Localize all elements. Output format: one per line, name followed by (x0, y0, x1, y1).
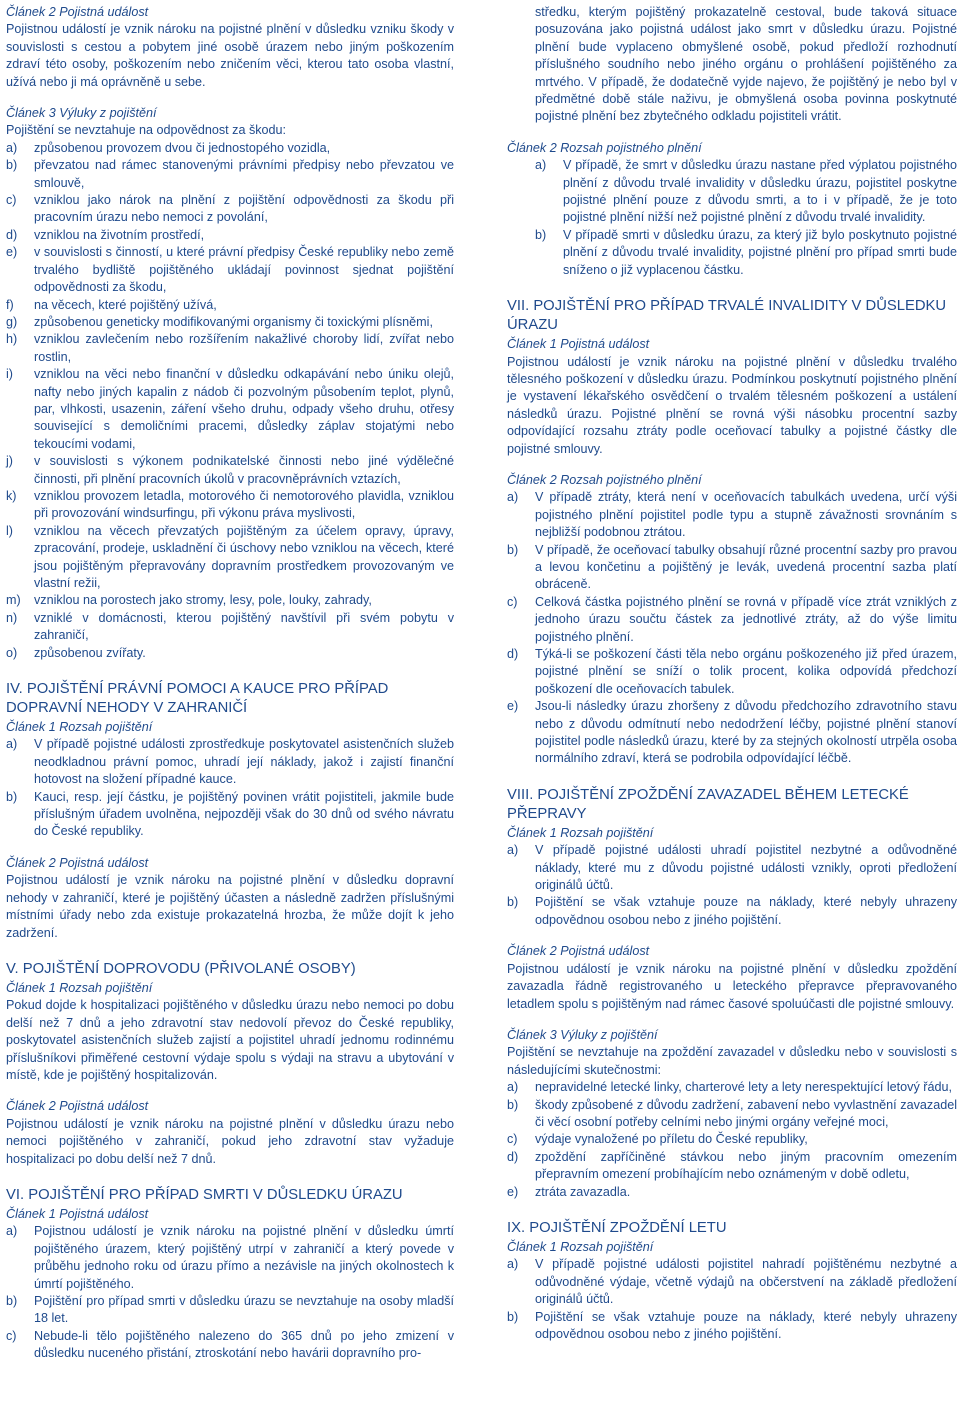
article-text: Pojistnou událostí je vznik nároku na pojistné plnění v důsledku vzniku škody v souvislosti s cestou a pobytem jiné osobě úrazem nebo jiným poškozením zdraví této osoby, poškozením nebo zničením věci, kterou tato osoba vlastní, užívá nebo ji má oprávněně u sebe. (6, 22, 454, 89)
list-item-text: nepravidelné letecké linky, charterové lety a lety nerespektující letový řádu, (535, 1080, 952, 1095)
list-item (507, 1131, 957, 1148)
exclusions-list (6, 140, 454, 662)
list-item-text: vzniklou provozem letadla, motorového či nemotorového plavidla, vzniklou při provozování windsurfingu, při výkonu práva myslivosti, (34, 488, 454, 521)
list-item (6, 366, 454, 453)
article-title: Článek 2 Pojistná událost (6, 855, 149, 870)
section-title: VII. POJIŠTĚNÍ PRO PŘÍPAD TRVALÉ INVALIDITY V DŮSLEDKU ÚRAZU (507, 298, 947, 334)
list-item-text: V případě smrti v důsledku úrazu, za který již bylo poskytnuto pojistné plnění z důvodu trvalé invalidity, pojistné plnění pro případ smrti bude sníženo o již vyplacenou částku. (563, 227, 957, 277)
list-marker: j) (6, 454, 13, 469)
article-title: Článek 1 Pojistná událost (6, 1206, 149, 1221)
list-item (507, 1309, 957, 1344)
items-list (507, 842, 957, 929)
items-list (507, 1079, 957, 1201)
article (507, 1239, 957, 1343)
list-item (507, 842, 957, 894)
list-item (6, 789, 454, 841)
list-marker: h) (6, 332, 18, 347)
list-marker: d) (507, 647, 519, 661)
article-title: Článek 1 Rozsah pojištění (507, 825, 654, 840)
list-item-text: na věcech, které pojištěný užívá, (34, 297, 217, 312)
list-item (507, 489, 957, 541)
list-marker: d) (507, 1149, 519, 1164)
list-marker: n) (6, 610, 18, 625)
list-marker: d) (6, 227, 18, 242)
list-item-text: V případě pojistné události zprostředkuje poskytovatel asistenčních služeb neodkladnou právní pomoc, uhradí její náklady, jakož i zajistí finanční hotovost na složení případné kauce. (34, 737, 454, 787)
list-item (6, 736, 454, 788)
list-item-text: zpoždění zapříčiněné stávkou nebo jiným pracovním omezením přepravním omezení probíhajícím nebo oznámeným v době odletu, (535, 1149, 957, 1182)
article (507, 1027, 957, 1201)
items-list (507, 157, 957, 279)
list-item (507, 1079, 957, 1096)
list-marker: a) (507, 1257, 519, 1272)
list-item (6, 610, 454, 645)
list-marker: a) (507, 1080, 519, 1095)
list-item (6, 244, 454, 296)
list-item-text: Pojištění se však vztahuje pouze na náklady, které nebyly uhrazeny odpovědnou osobou nebo z jiného pojištění. (535, 1309, 957, 1341)
article-exclusions (6, 105, 454, 662)
list-item (6, 592, 454, 609)
list-item-text: v souvislosti s výkonem podnikatelské činnosti nebo jiné výdělečné činnosti, při plnění pracovních úkolů v pracovněprávních vztazích, (34, 454, 454, 486)
left-column (6, 4, 454, 1363)
list-item-text: vzniklou na životním prostředí, (34, 227, 205, 242)
list-item-text: vzniklou jako nárok na plnění z pojištění odpovědnosti za škodu při pracovním úrazu nebo nemoci z povolání, (34, 193, 454, 225)
list-item (6, 227, 454, 244)
list-marker: o) (6, 645, 18, 660)
article (507, 140, 957, 279)
list-marker: b) (507, 1097, 519, 1112)
article-title: Článek 3 Výluky z pojištění (507, 1027, 658, 1042)
article-title: Článek 2 Rozsah pojistného plnění (507, 140, 702, 155)
article-lead: Pojištění se nevztahuje na odpovědnost za škodu: (6, 123, 287, 138)
article-title: Článek 2 Pojistná událost (6, 1099, 149, 1114)
list-item-text: ztráta zavazadla. (535, 1184, 631, 1199)
list-item (507, 594, 957, 646)
article-title: Článek 2 Rozsah pojistného plnění (507, 472, 702, 487)
article-title: Článek 1 Pojistná událost (507, 337, 650, 352)
list-item (507, 1149, 957, 1184)
article (507, 943, 957, 1013)
article-title: Článek 1 Rozsah pojištění (6, 980, 153, 995)
list-item (6, 645, 454, 662)
right-column (507, 4, 957, 1343)
list-item-text: výdaje vynaložené po příletu do České republiky, (535, 1132, 808, 1147)
article-title: Článek 3 Výluky z pojištění (6, 106, 157, 121)
article-title: Článek 1 Rozsah pojištění (6, 720, 153, 735)
list-item (6, 192, 454, 227)
article (6, 1098, 454, 1168)
list-item (6, 1328, 454, 1363)
list-marker: b) (507, 895, 519, 910)
list-item (6, 1223, 454, 1293)
list-marker: b) (6, 789, 18, 804)
list-item-text: vzniklé v domácnosti, kterou pojištěný navštívil při svém pobytu v zahraničí, (34, 610, 454, 643)
list-marker: a) (507, 490, 519, 505)
section-title: IV. POJIŠTĚNÍ PRÁVNÍ POMOCI A KAUCE PRO PŘÍPAD DOPRAVNÍ NEHODY V ZAHRANIČÍ (6, 681, 389, 717)
list-item (507, 646, 957, 698)
list-item (507, 1184, 957, 1201)
list-marker: b) (6, 1294, 18, 1308)
list-item-text: V případě, že oceňovací tabulky obsahují různé procentní sazby pro pravou a levou končetinu a pojištěný je levák, uvedená procentní sazba platí obráceně. (535, 542, 957, 592)
list-item (6, 157, 454, 192)
list-item (507, 894, 957, 929)
article (6, 719, 454, 841)
list-item-text: Pojistnou událostí je vznik nároku na pojistné plnění v důsledku úmrtí pojištěného úrazem, který pojištěný utrpí v zahraničí a který povede v průběhu jednoho roku od úrazu přímo a nezávisle na jiných okolnostech k úmrtí pojištěného. (34, 1224, 454, 1291)
list-item-text: vzniklou na věci nebo finanční v důsledku odkapávání nebo úniku olejů, nafty nebo jiných kapalin z nádob či pozvolným působením teplot, plynů, par, vlhkosti, usazenin, záření všeho druhu, odpady všeho druhu, otřesy související s demoličními pracemi, důsledky záplav stojatými nebo tekoucími vodami, (34, 367, 454, 451)
list-marker: a) (6, 737, 18, 752)
article (507, 825, 957, 929)
list-item-text: Celková částka pojistného plnění se rovná v případě více ztrát vzniklých z jednoho úrazu součtu částek za jednotlivé ztráty, až do výše limitu pojistného plnění. (535, 594, 957, 644)
list-marker: k) (6, 488, 17, 503)
list-item (6, 488, 454, 523)
list-item-text: způsobenou geneticky modifikovanými organismy či toxickými plísněmi, (34, 314, 433, 329)
list-item-text: V případě pojistné události uhradí pojistitel nezbytné a odůvodněné náklady, které mu z důvodu pojistné události vznikly, oproti předložení originálů účtů. (535, 843, 957, 893)
article-title: Článek 2 Pojistná událost (507, 944, 650, 959)
list-item (6, 523, 454, 593)
article-title: Článek 1 Rozsah pojištění (507, 1239, 654, 1254)
list-item-text: v souvislosti s činností, u které právní předpisy České republiky nebo země trvalého bydliště pojištěného ukládají povinnost sjednat pojištění odpovědnosti za škodu, (34, 245, 454, 295)
list-item (6, 297, 454, 314)
list-item (507, 698, 957, 768)
article-title: Článek 2 Pojistná událost (6, 5, 149, 19)
list-item-text: vzniklou na věcech převzatých pojištěným za účelem opravy, úpravy, zpracování, prodeje, uskladnění či úschovy nebo vzniklou na věcech, které jsou pojištěným přepravovány dopravním prostředkem provozovaným ve vlastní režii, (34, 523, 454, 590)
list-item-text: vzniklou na porostech jako stromy, lesy, pole, louky, zahrady, (34, 593, 372, 608)
list-item-text: V případě ztráty, která není v oceňovacích tabulkách uvedena, určí výši pojistného plnění pojistitel podle typu a stupně závažnosti srovnáním s nejbližší podobnou ztrátou. (535, 490, 957, 540)
items-list (6, 736, 454, 840)
list-item-text: způsobenou zvířaty. (34, 645, 146, 660)
list-item (6, 314, 454, 331)
section-title: V. POJIŠTĚNÍ DOPROVODU (PŘIVOLANÉ OSOBY) (6, 960, 356, 977)
article (6, 855, 454, 942)
list-marker: c) (507, 1132, 518, 1147)
items-list (6, 1223, 454, 1362)
article (6, 980, 454, 1084)
article-text: Pojistnou událostí je vznik nároku na pojistné plnění v důsledku úrazu nebo nemoci pojištěného v zahraničí, pokud jeho zdravotní stav vyžaduje hospitalizaci po dobu delší než 7 dnů. (6, 1116, 454, 1166)
list-marker: a) (535, 158, 547, 173)
article (507, 472, 957, 768)
list-item (507, 542, 957, 594)
list-marker: a) (6, 1224, 18, 1239)
list-marker: c) (507, 594, 518, 609)
article (6, 1206, 454, 1363)
article (6, 4, 454, 91)
article (507, 336, 957, 458)
items-list (507, 489, 957, 768)
list-item-text: Kauci, resp. její částku, je pojištěný povinen vrátit pojistiteli, jakmile bude příslušným úřadem uvolněna, nejpozději však do 30 dnů od svého návratu do České republiky. (34, 789, 454, 839)
list-item-text: Pojištění se však vztahuje pouze na náklady, které nebyly uhrazeny odpovědnou osobou nebo z jiného pojištění. (535, 895, 957, 927)
article-lead: Pojištění se nevztahuje na zpoždění zavazadel v důsledku nebo v souvislosti s následujícími skutečnostmi: (507, 1045, 957, 1077)
list-item (6, 140, 454, 157)
list-marker: c) (6, 1328, 17, 1343)
list-item-text: Týká-li se poškození části těla nebo orgánu poškozeného již před úrazem, pojistné plnění se sníží o tolik procent, kolika odpovídá předchozí poškození dle oceňovacích tabulek. (535, 647, 957, 696)
list-item-text: Nebude-li tělo pojištěného nalezeno do 365 dnů po jeho zmizení v důsledku nuceného přistání, ztroskotání nebo havárii dopravního pro- (34, 1328, 454, 1361)
list-item-text: V případě pojistné události pojistitel nahradí pojištěnému nezbytné a odůvodněné výdaje, včetně výdajů na občerstvení na základě předložení originálů účtů. (535, 1257, 957, 1307)
list-marker: e) (507, 1184, 519, 1199)
list-item-text: Jsou-li následky úrazu zhoršeny z důvodu předchozího zdravotního stavu nebo z důvodu odmítnutí nebo nedodržení léčby, pojistné plnění stanoví pojistitel podle následků úrazu, které by za stejných okolností utrpěla osoba normálního zdraví, která se podrobila odpovídající léčbě. (535, 699, 957, 766)
article-text: Pojistnou událostí je vznik nároku na pojistné plnění v důsledku zpoždění zavazadla řádně registrovaného u leteckého přepravce přepravovaného letadlem spolu s pojištěným nad rámec časové spoluúčasti dle pojistné smlouvy. (507, 961, 957, 1011)
list-marker: a) (6, 140, 18, 155)
list-item-text: škody způsobené z důvodu zadržení, zabavení nebo vyvlastnění zavazadel či věcí osobní potřeby celními nebo jinými orgány veřejné moci, (535, 1097, 957, 1129)
list-marker: b) (507, 1309, 519, 1324)
list-marker: b) (507, 542, 519, 557)
section-title: VIII. POJIŠTĚNÍ ZPOŽDĚNÍ ZAVAZADEL BĚHEM LETECKÉ PŘEPRAVY (507, 786, 909, 822)
list-item-text: Pojištění pro případ smrti v důsledku úrazu se nevztahuje na osoby mladší 18 let. (34, 1294, 454, 1326)
list-marker: m) (6, 593, 21, 608)
items-list (507, 1256, 957, 1343)
list-marker: e) (6, 245, 18, 260)
list-item-text: převzatou nad rámec stanovenými právními předpisy nebo převzatou ve smlouvě, (34, 158, 454, 190)
article-text: Pojistnou událostí je vznik nároku na pojistné plnění v důsledku dopravní nehody v zahraničí, které je pojištěný účasten a následně zadržen příslušnými místními úřady nebo zda existuje prokazatelná hrozba, že může dojít k jeho zadržení. (6, 873, 454, 940)
article-text: Pokud dojde k hospitalizaci pojištěného v důsledku úrazu nebo nemoci po dobu delší než 7 dnů a jeho zdravotní stav nedovolí převoz do České republiky, poskytovatel asistenčních služeb zajistí a pojistitel uhradí jednomu rodinnému příslušníkovi přiměřené cestovní výdaje spolu s výdaji na stravu a ubytování v místě, kde je pojištěný hospitalizován. (6, 998, 454, 1082)
article-text: Pojistnou událostí je vznik nároku na pojistné plnění v důsledku trvalého tělesného poškození v důsledku úrazu. Podmínkou poskytnutí pojistného plnění je vystavení lékařského osvědčení o trvalém tělesném poškození a ustálení následků úrazu. Pojistné plnění se rovná výši násobku procentní sazby odpovídající rozsahu ztráty podle oceňovací tabulky a pojistné částky dle pojistné smlouvy. (507, 354, 957, 456)
list-item-text: V případě, že smrt v důsledku úrazu nastane před výplatou pojistného plnění z důvodu trvalé invalidity v důsledku úrazu, pojistitel poskytne pojistné plnění pouze z důvodu smrti, a to i v případě, že je toto pojistné plnění nižší než pojistné plnění z důvodu trvalé invalidity. (563, 158, 957, 225)
list-item (507, 157, 957, 227)
list-item (507, 227, 957, 279)
list-item (6, 453, 454, 488)
list-marker: l) (6, 523, 13, 538)
list-item (507, 1256, 957, 1308)
section-title: VI. POJIŠTĚNÍ PRO PŘÍPAD SMRTI V DŮSLEDKU ÚRAZU (6, 1186, 403, 1203)
list-marker: i) (6, 367, 13, 382)
list-marker: g) (6, 314, 18, 329)
list-marker: b) (535, 227, 547, 242)
list-item-text: vzniklou zavlečením nebo rozšířením nakažlivé choroby lidí, zvířat nebo rostlin, (34, 332, 454, 364)
list-marker: b) (6, 158, 18, 173)
list-item (6, 331, 454, 366)
list-item (507, 1097, 957, 1132)
list-item-text: způsobenou provozem dvou či jednostopého vozidla, (34, 140, 331, 155)
list-marker: e) (507, 699, 519, 714)
list-marker: c) (6, 193, 17, 208)
list-marker: a) (507, 843, 519, 858)
list-marker: f) (6, 297, 14, 312)
continued-text: středku, kterým pojištěný prokazatelně cestoval, bude taková situace posuzována jako pojistná událost jako smrt v důsledku úrazu. Pojistné plnění bude vyplaceno obmyšlené osobě, pokud předloží rozhodnutí příslušného soudního nebo jiného orgánu o prohlášení pojištěného za mrtvého. V případě, že dodatečně vyjde najevo, že pojištěný je nebo byl v předmětné době stále naživu, je obmyšlená osoba povinna poskytnuté pojistné plnění bez zbytečného odkladu pojistiteli vrátit. (535, 5, 957, 124)
section-title: IX. POJIŠTĚNÍ ZPOŽDĚNÍ LETU (507, 1219, 727, 1236)
list-item (6, 1293, 454, 1328)
